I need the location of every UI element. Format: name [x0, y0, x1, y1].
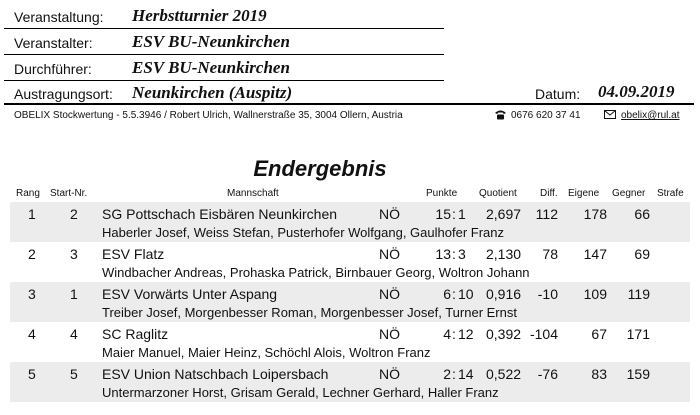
label-austragungsort: Austragungsort: — [14, 86, 113, 102]
row-region: NÖ — [379, 246, 400, 262]
row-rang: 4 — [28, 326, 36, 342]
row-region: NÖ — [379, 286, 400, 302]
row-region: NÖ — [379, 206, 400, 222]
phone-icon — [494, 109, 507, 123]
row-points-lost: 1 — [458, 206, 466, 222]
row-members: Maier Manuel, Maier Heinz, Schöchl Alois, Woltron Franz — [102, 345, 431, 360]
row-rang: 2 — [28, 246, 36, 262]
row-diff: 78 — [542, 246, 558, 262]
row-quotient: 0,522 — [486, 366, 522, 382]
row-points-lost: 3 — [458, 246, 466, 262]
col-punkte: Punkte — [426, 188, 458, 199]
row-team: SC Raglitz — [102, 326, 169, 342]
label-veranstalter: Veranstalter: — [14, 35, 93, 51]
row-diff: -104 — [529, 326, 558, 342]
row-eigene: 109 — [583, 286, 607, 302]
col-diff: Diff. — [540, 188, 558, 199]
page-title: Endergebnis — [253, 156, 387, 181]
row-team: ESV Vorwärts Unter Aspang — [102, 286, 278, 302]
row-rang: 1 — [28, 206, 36, 222]
row-points-lost: 12 — [458, 326, 474, 342]
row-members: Untermarzoner Horst, Grisam Gerald, Lechner Gerhard, Haller Franz — [102, 385, 499, 400]
row-points-won: 13 — [435, 246, 451, 262]
points-separator: : — [452, 286, 456, 302]
points-separator: : — [452, 246, 456, 262]
row-start: 5 — [70, 366, 78, 382]
col-mannschaft: Mannschaft — [227, 188, 279, 199]
row-start: 3 — [70, 246, 78, 262]
value-veranstaltung: Herbstturnier 2019 — [132, 6, 267, 25]
label-veranstaltung: Veranstaltung: — [14, 9, 104, 25]
divider — [4, 54, 444, 55]
points-separator: : — [452, 326, 456, 342]
row-points-won: 2 — [443, 366, 451, 382]
col-eigene: Eigene — [568, 188, 600, 199]
row-gegner: 66 — [634, 206, 650, 222]
row-rang: 5 — [28, 366, 36, 382]
divider — [4, 80, 444, 81]
datum-value: 04.09.2019 — [598, 82, 675, 101]
label-durchfuehrer: Durchführer: — [14, 61, 92, 77]
row-diff: 112 — [535, 206, 558, 222]
row-start: 1 — [70, 286, 78, 302]
row-eigene: 67 — [591, 326, 607, 342]
row-team: ESV Union Natschbach Loipersbach — [102, 366, 329, 382]
row-start: 2 — [70, 206, 78, 222]
row-eigene: 147 — [583, 246, 607, 262]
points-separator: : — [452, 206, 456, 222]
phone-number: 0676 620 37 41 — [511, 110, 581, 121]
row-eigene: 83 — [591, 366, 607, 382]
row-diff: -10 — [537, 286, 558, 302]
col-strafe: Strafe — [657, 188, 684, 199]
col-start: Start-Nr. — [50, 188, 88, 199]
value-austragungsort: Neunkirchen (Auspitz) — [132, 83, 293, 102]
row-members: Treiber Josef, Morgenbesser Roman, Morgenbesser Josef, Turner Ernst — [102, 305, 517, 320]
row-gegner: 171 — [626, 326, 650, 342]
header-rule — [4, 103, 694, 105]
software-line: OBELIX Stockwertung - 5.5.3946 / Robert Ulrich, Wallnerstraße 35, 3004 Ollern, Austria — [14, 110, 403, 121]
row-points-won: 6 — [443, 286, 451, 302]
value-durchfuehrer: ESV BU-Neunkirchen — [132, 58, 290, 77]
mail-icon — [604, 110, 616, 122]
datum-label: Datum: — [535, 86, 581, 102]
row-team: SG Pottschach Eisbären Neunkirchen — [102, 206, 338, 222]
value-veranstalter: ESV BU-Neunkirchen — [132, 32, 290, 51]
points-separator: : — [452, 366, 456, 382]
row-members: Haberler Josef, Weiss Stefan, Pusterhofer Wolfgang, Gaulhofer Franz — [102, 225, 504, 240]
row-rang: 3 — [28, 286, 36, 302]
row-gegner: 159 — [626, 366, 650, 382]
row-members: Windbacher Andreas, Prohaska Patrick, Birnbauer Georg, Woltron Johann — [102, 265, 530, 280]
col-quotient: Quotient — [479, 188, 517, 199]
row-points-lost: 10 — [458, 286, 474, 302]
row-points-lost: 14 — [458, 366, 474, 382]
col-gegner: Gegner — [612, 188, 646, 199]
row-quotient: 0,392 — [486, 326, 522, 342]
row-diff: -76 — [537, 366, 558, 382]
row-quotient: 2,697 — [486, 206, 522, 222]
row-quotient: 2,130 — [486, 246, 522, 262]
row-team: ESV Flatz — [102, 246, 165, 262]
col-rang: Rang — [16, 188, 40, 199]
row-start: 4 — [70, 326, 78, 342]
row-region: NÖ — [379, 326, 400, 342]
row-region: NÖ — [379, 366, 400, 382]
row-points-won: 4 — [443, 326, 451, 342]
row-gegner: 119 — [627, 286, 650, 302]
row-points-won: 15 — [435, 206, 451, 222]
row-eigene: 178 — [583, 206, 607, 222]
divider — [4, 28, 444, 29]
email-link[interactable]: obelix@rul.at — [621, 110, 680, 121]
row-gegner: 69 — [634, 246, 650, 262]
row-quotient: 0,916 — [486, 286, 522, 302]
